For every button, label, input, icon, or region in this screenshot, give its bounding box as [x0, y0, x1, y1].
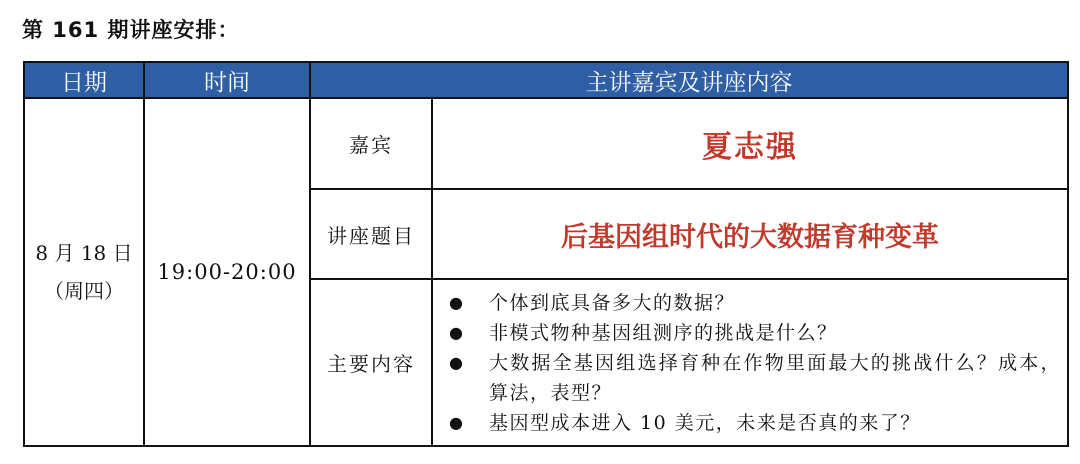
topic-title: 后基因组时代的大数据育种变革: [432, 189, 1068, 279]
point-text: 个体到底具备多大的数据？: [489, 291, 736, 314]
date-text: 8 月 18 日: [35, 241, 133, 265]
header-content: 主讲嘉宾及讲座内容: [310, 62, 1068, 98]
schedule-heading: 第 161 期讲座安排：: [22, 18, 240, 42]
topic-label: 讲座题目: [310, 189, 432, 279]
content-points-list: [433, 286, 1067, 440]
bullet-icon: ●: [449, 352, 463, 372]
bullet-icon: ●: [449, 412, 463, 432]
weekday-text: （周四）: [44, 279, 124, 303]
point-text: 大数据全基因组选择育种在作物里面最大的挑战什么？成本，算法，表型？: [489, 351, 1061, 404]
point-text: 非模式物种基因组测序的挑战是什么？: [489, 321, 838, 344]
header-date: 日期: [24, 62, 144, 98]
list-item: [449, 288, 1061, 318]
header-time: 时间: [144, 62, 310, 98]
bullet-icon: ●: [449, 322, 463, 342]
guest-name: 夏志强: [432, 98, 1068, 189]
list-item: [449, 318, 1061, 348]
date-cell: [24, 98, 144, 446]
time-cell: 19:00-20:00: [144, 98, 310, 446]
bullet-icon: ●: [449, 292, 463, 312]
point-text: 基因型成本进入 10 美元，未来是否真的来了？: [489, 411, 921, 434]
guest-label: 嘉宾: [310, 98, 432, 189]
list-item: [449, 348, 1061, 408]
table-header-row: [24, 62, 1068, 98]
guest-row: [24, 98, 1068, 189]
lecture-schedule-table: [23, 61, 1069, 447]
list-item: [449, 408, 1061, 438]
content-label: 主要内容: [310, 279, 432, 446]
content-cell: [432, 279, 1068, 446]
